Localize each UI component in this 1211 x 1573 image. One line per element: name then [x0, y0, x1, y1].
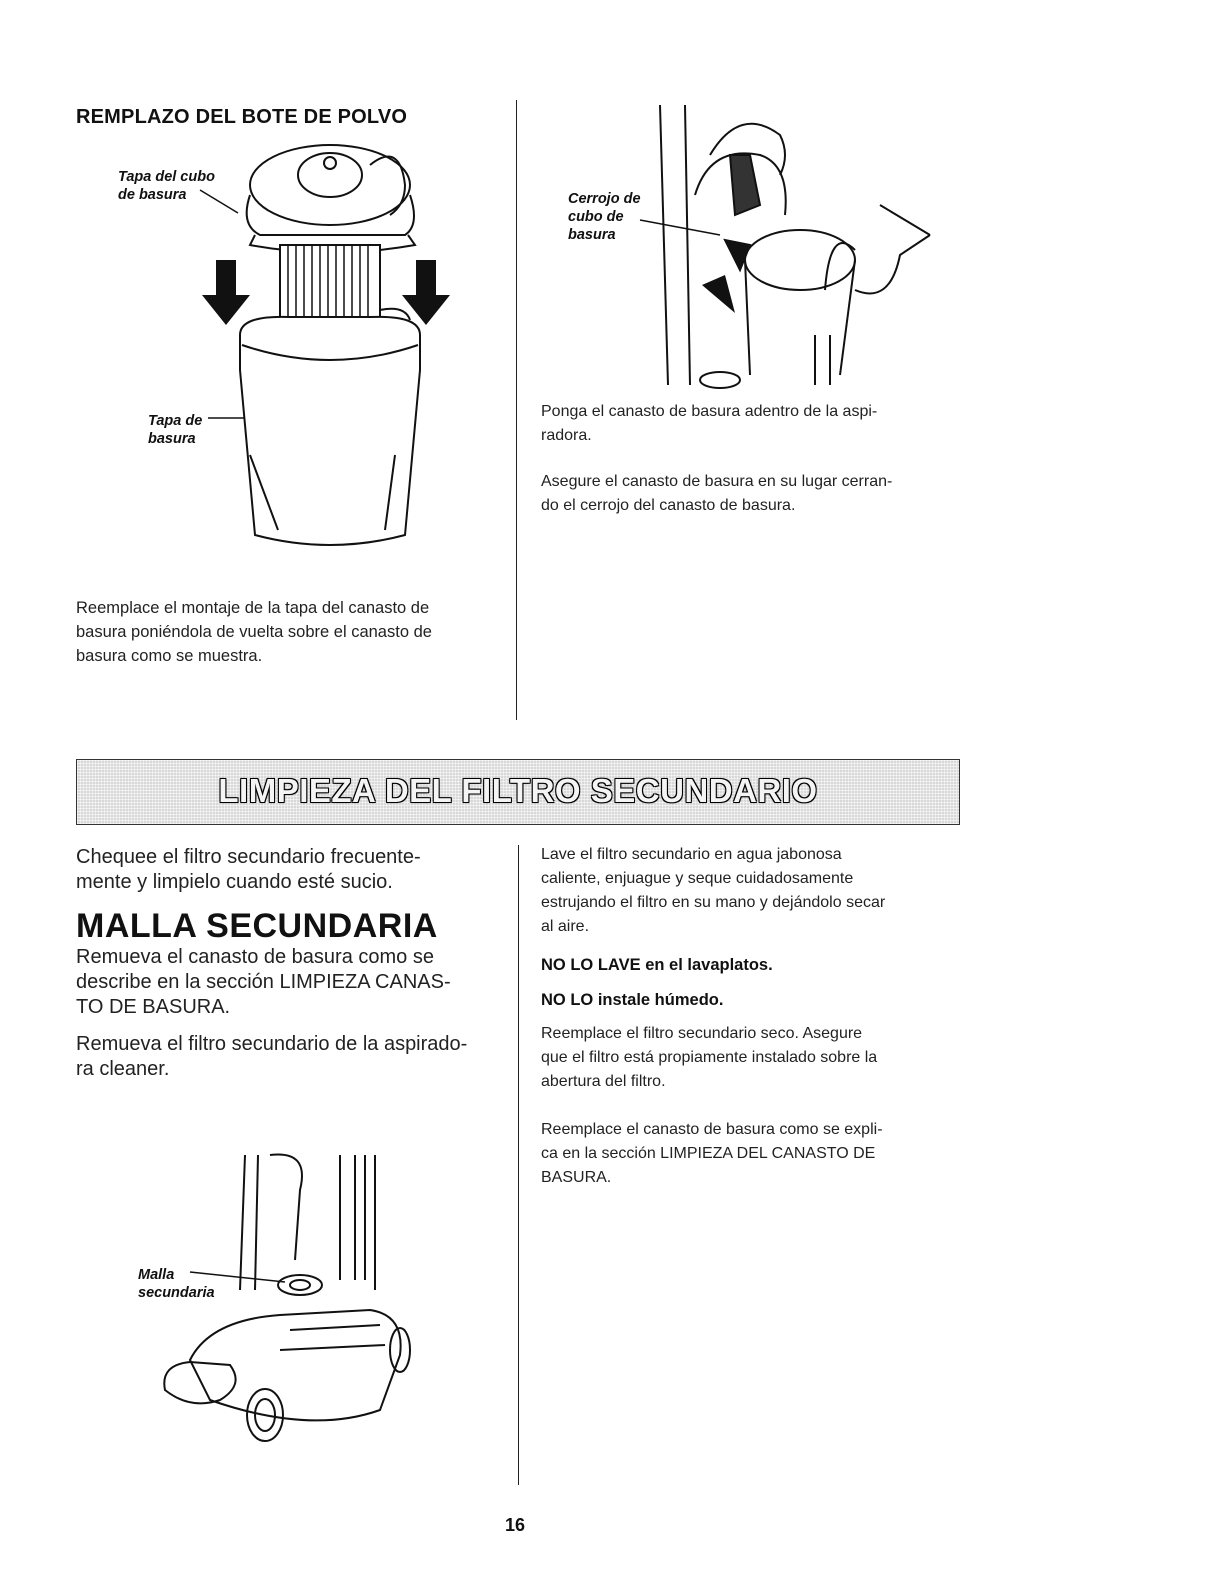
vacuum-latch-illustration	[640, 95, 940, 395]
paragraph-secure-cup: Asegure el canasto de basura en su lugar cerran- do el cerrojo del canasto de basura.	[541, 473, 893, 514]
paragraph-replace-filter: Reemplace el filtro secundario seco. Asegure que el filtro está propiamente instalado sobre la abertura del filtro.	[541, 1025, 878, 1090]
callout-cup-lid: Tapa de basura	[148, 413, 203, 447]
callout-latch: Cerrojo de cubo de basura	[568, 191, 641, 243]
dust-cup-illustration	[180, 145, 510, 565]
top-column-divider	[516, 100, 517, 720]
section-banner	[76, 759, 960, 825]
heading-secondary-mesh: MALLA SECUNDARIA	[76, 907, 438, 945]
callout-dust-cup-lid: Tapa del cubo de basura	[118, 169, 215, 203]
intro-paragraph: Chequee el filtro secundario frecuente- mente y limpielo cuando esté sucio.	[76, 846, 421, 893]
note-no-wet-install: NO LO instale húmedo.	[541, 991, 724, 1009]
section-heading-dust-cup: REMPLAZO DEL BOTE DE POLVO	[76, 106, 408, 128]
paragraph-remove-cup: Remueva el canasto de basura como se describe en la sección LIMPIEZA CANAS- TO DE BASURA.	[76, 946, 451, 1018]
note-no-dishwasher: NO LO LAVE en el lavaplatos.	[541, 956, 773, 974]
paragraph-replace-lid: Reemplace el montaje de la tapa del canasto de basura poniéndola de vuelta sobre el canasto de basura como se muestra.	[76, 599, 432, 665]
paragraph-remove-filter: Remueva el filtro secundario de la aspirado- ra cleaner.	[76, 1033, 468, 1080]
paragraph-place-cup: Ponga el canasto de basura adentro de la aspi- radora.	[541, 403, 878, 444]
callout-secondary-mesh: Malla secundaria	[138, 1267, 215, 1301]
bottom-column-divider	[518, 845, 519, 1485]
paragraph-wash-filter: Lave el filtro secundario en agua jabonosa caliente, enjuague y seque cuidadosamente estrujando el filtro en su mano y dejándolo secar al aire.	[541, 846, 886, 935]
banner-title: LIMPIEZA DEL FILTRO SECUNDARIO	[218, 772, 818, 809]
paragraph-replace-cup: Reemplace el canasto de basura como se expli- ca en la sección LIMPIEZA DEL CANASTO DE BASURA.	[541, 1121, 883, 1186]
page-number: 16	[505, 1515, 526, 1535]
